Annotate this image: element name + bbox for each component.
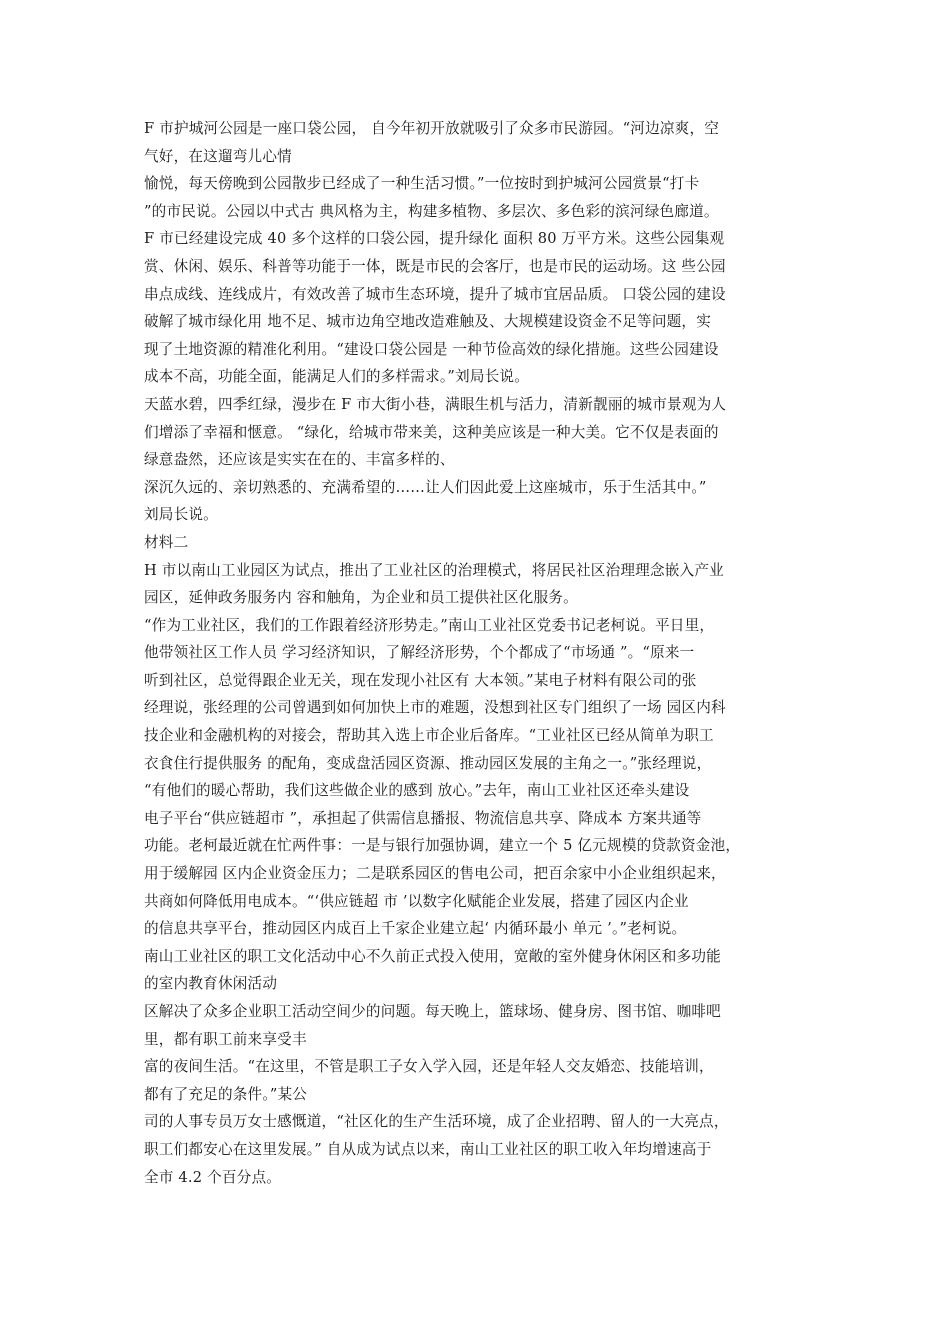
text-line: 破解了城市绿化用 地不足、城市边角空地改造难触及、大规模建设资金不足等问题，实: [144, 313, 712, 331]
text-line: 里，都有职工前来享受丰: [144, 1030, 307, 1048]
text-line: 电子平台“供应链超市 ”，承担起了供需信息播报、物流信息共享、降成本 方案共通等: [144, 809, 702, 827]
text-line: H 市以南山工业园区为试点，推出了工业社区的治理模式，将居民社区治理理念嵌入产业: [144, 561, 724, 579]
text-line: 气好，在这遛弯儿心情: [144, 147, 292, 165]
text-line: 赏、休闲、娱乐、科普等功能于一体，既是市民的会客厅，也是市民的运动场。这 些公园: [144, 257, 726, 275]
text-line: 职工们都安心在这里发展。” 自从成为试点以来，南山工业社区的职工收入年均增速高于: [144, 1140, 712, 1158]
section-heading: 材料二: [144, 533, 189, 551]
text-line: “有他们的暖心帮助，我们这些做企业的感到 放心。”去年，南山工业社区还牵头建设: [144, 782, 690, 800]
text-line: 愉悦，每天傍晚到公园散步已经成了一种生活习惯。”一位按时到护城河公园赏景“打卡: [144, 175, 700, 193]
text-line: 南山工业社区的职工文化活动中心不久前正式投入使用，宽敞的室外健身休闲区和多功能: [144, 947, 721, 965]
text-line: 绿意盎然，还应该是实实在在的、丰富多样的、: [144, 451, 455, 469]
text-line: 区解决了众多企业职工活动空间少的问题。每天晚上，篮球场、健身房、图书馆、咖啡吧: [144, 1003, 721, 1020]
text-line: 听到社区，总觉得跟企业无关，现在发现小社区有 大本领。”某电子材料有限公司的张: [144, 671, 697, 689]
text-line: 共商如何降低用电成本。“‘供应链超 市 ’以数字化赋能企业发展，搭建了园区内企业: [144, 892, 689, 910]
text-line: 园区，延伸政务服务内 容和触角，为企业和员工提供社区化服务。: [144, 589, 578, 607]
text-line: 都有了充足的条件。”某公: [144, 1085, 308, 1103]
text-line: 刘局长说。: [144, 506, 218, 524]
text-line: 他带领社区工作人员 学习经济知识，了解经济形势，个个都成了“市场通 ”。“原来一: [144, 644, 695, 662]
text-line: 现了土地资源的精准化利用。“建设口袋公园是 一种节俭高效的绿化措施。这些公园建设: [144, 340, 719, 358]
text-line: 们增添了幸福和惬意。 “绿化，给城市带来美，这种美应该是一种大美。它不仅是表面的: [144, 423, 719, 441]
text-line: 用于缓解园 区内企业资金压力；二是联系园区的售电公司，把百余家中小企业组织起来，: [144, 865, 726, 883]
text-line: 经理说，张经理的公司曾遇到如何加快上市的难题，没想到社区专门组织了一场 园区内科: [144, 699, 726, 717]
text-line: 功能。老柯最近就在忙两件事：一是与银行加强协调，建立一个 5 亿元规模的贷款资金池，: [144, 837, 741, 855]
text-line: F 市护城河公园是一座口袋公园， 自今年初开放就吸引了众多市民游园。“河边凉爽，空: [144, 120, 720, 137]
text-line: 技企业和金融机构的对接会，帮助其入选上市企业后备库。“工业社区已经从简单为职工: [144, 727, 714, 745]
text-line: ”的市民说。公园以中式古 典风格为主，构建多植物、多层次、多色彩的滨河绿色廊道。: [144, 202, 719, 220]
text-line: 全市 4.2 个百分点。: [144, 1168, 282, 1186]
text-line: 串点成线、连线成片，有效改善了城市生态环境，提升了城市宜居品质。 口袋公园的建设: [144, 285, 726, 303]
text-line: “作为工业社区，我们的工作跟着经济形势走。”南山工业社区党委书记老柯说。平日里，: [144, 616, 715, 634]
document-page: [144, 115, 824, 1191]
text-line: 衣食住行提供服务 的配角，变成盘活园区资源、推动园区发展的主角之一。”张经理说，: [144, 754, 712, 772]
text-line: 成本不高，功能全面，能满足人们的多样需求。”刘局长说。: [144, 368, 530, 386]
text-line: 天蓝水碧，四季红绿，漫步在 F 市大街小巷，满眼生机与活力，清新靓丽的城市景观为人: [144, 395, 727, 413]
text-line: 深沉久远的、亲切熟悉的、充满希望的……让人们因此爱上这座城市，乐于生活其中。”: [144, 478, 707, 496]
text-line: F 市已经建设完成 40 多个这样的口袋公园，提升绿化 面积 80 万平方米。这些公园集观: [144, 230, 725, 248]
text-line: 司的人事专员万女士感慨道，“社区化的生产生活环境，成了企业招聘、留人的一大亮点，: [144, 1113, 729, 1131]
text-line: 的室内教育休闲活动: [144, 975, 278, 993]
text-line: 富的夜间生活。“在这里，不管是职工子女入学入园，还是年轻人交友婚恋、技能培训，: [144, 1058, 714, 1076]
text-line: 的信息共享平台，推动园区内成百上千家企业建立起‘ 内循环最小 单元 ’。”老柯说。: [144, 920, 687, 938]
